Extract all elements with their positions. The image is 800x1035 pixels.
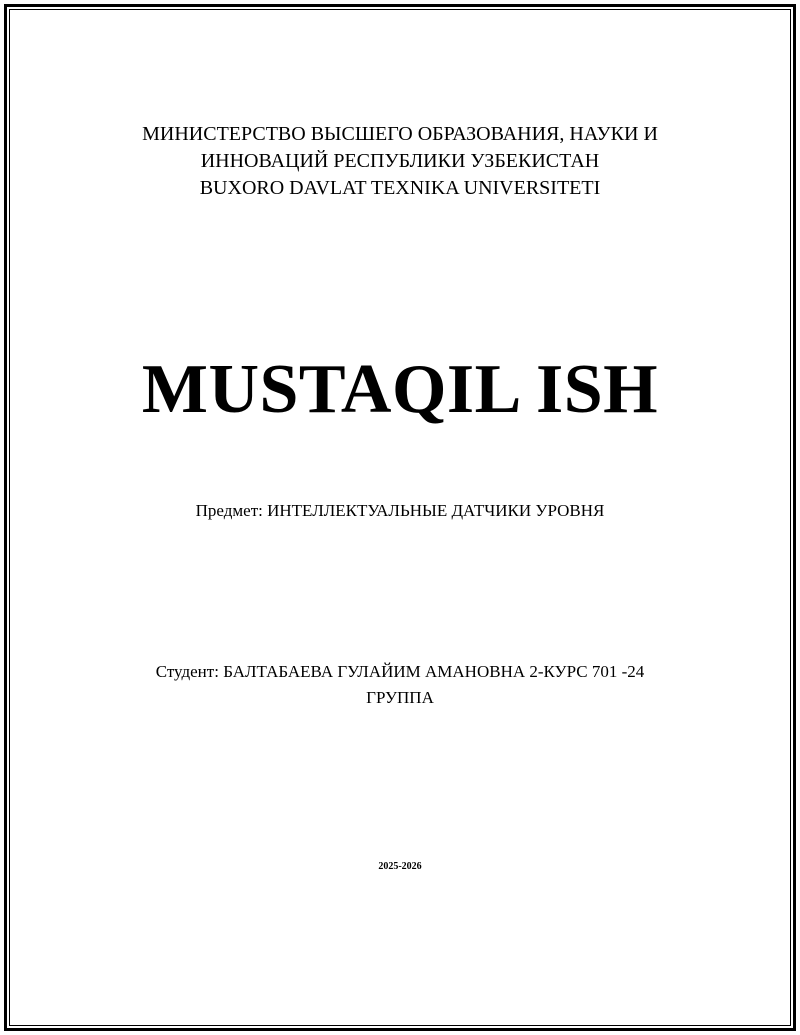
student-line [130,659,670,711]
subject-line [0,499,800,523]
student-label: Студент: [155,662,219,681]
ministry-line-1: МИНИСТЕРСТВО ВЫСШЕГО ОБРАЗОВАНИЯ, НАУКИ И [142,123,658,145]
subject-label: Предмет: [195,501,263,520]
institution-header [0,121,800,202]
student-value: БАЛТАБАЕВА ГУЛАЙИМ АМАНОВНА 2-КУРС 701 -24 ГРУППА [223,662,645,707]
academic-year: 2025-2026 [378,861,422,872]
ministry-line-2: ИННОВАЦИЙ РЕСПУБЛИКИ УЗБЕКИСТАН [200,150,600,172]
subject-value: ИНТЕЛЛЕКТУАЛЬНЫЕ ДАТЧИКИ УРОВНЯ [267,501,605,520]
university-name: BUXORO DAVLAT TEXNIKA UNIVERSITETI [199,177,601,199]
document-title: MUSTAQIL ISH [141,351,659,428]
